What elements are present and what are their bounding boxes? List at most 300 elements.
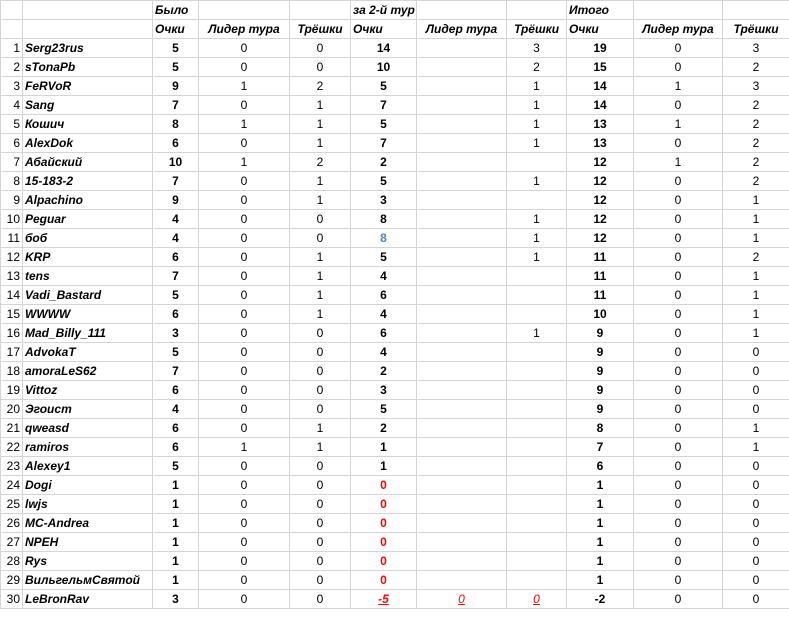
leader-before-cell[interactable]: 0 (199, 552, 290, 571)
points-before-cell[interactable]: 6 (153, 134, 199, 153)
points-before-cell[interactable]: 6 (153, 305, 199, 324)
points-round2-cell[interactable]: 5 (351, 400, 417, 419)
threes-total-cell[interactable]: 2 (723, 172, 789, 191)
leader-round2-cell[interactable] (417, 400, 507, 419)
threes-round2-cell[interactable] (507, 457, 567, 476)
points-total-cell[interactable]: 12 (567, 229, 634, 248)
player-name-cell[interactable]: Vadi_Bastard (23, 286, 153, 305)
points-total-cell[interactable]: 9 (567, 381, 634, 400)
points-total-cell[interactable]: 11 (567, 267, 634, 286)
points-before-cell[interactable]: 4 (153, 210, 199, 229)
player-name-cell[interactable]: lwjs (23, 495, 153, 514)
leader-round2-cell[interactable] (417, 134, 507, 153)
threes-total-cell[interactable]: 2 (723, 153, 789, 172)
points-total-cell[interactable]: 1 (567, 495, 634, 514)
player-name-cell[interactable]: AlexDok (23, 134, 153, 153)
leader-total-cell[interactable]: 0 (634, 134, 723, 153)
leader-round2-cell[interactable] (417, 305, 507, 324)
leader-before-cell[interactable]: 0 (199, 210, 290, 229)
points-round2-cell[interactable]: 6 (351, 324, 417, 343)
name-column-header[interactable] (23, 20, 153, 39)
points-before-cell[interactable]: 1 (153, 495, 199, 514)
leader-total-cell[interactable]: 0 (634, 191, 723, 210)
player-name-cell[interactable]: Кошич (23, 115, 153, 134)
points-total-cell[interactable]: 1 (567, 552, 634, 571)
threes-round2-cell[interactable]: 1 (507, 134, 567, 153)
group-header-total[interactable]: Итого (567, 1, 634, 20)
leader-total-cell[interactable]: 0 (634, 172, 723, 191)
leader-round2-cell[interactable] (417, 229, 507, 248)
leader-total-cell[interactable]: 0 (634, 96, 723, 115)
points-total-cell[interactable]: 11 (567, 248, 634, 267)
leader-round2-cell[interactable] (417, 248, 507, 267)
col-header-points-round2[interactable]: Очки (351, 20, 417, 39)
threes-before-cell[interactable]: 0 (290, 514, 351, 533)
threes-before-cell[interactable]: 0 (290, 343, 351, 362)
group-header-before-leader[interactable] (199, 1, 290, 20)
leader-before-cell[interactable]: 0 (199, 343, 290, 362)
threes-round2-cell[interactable] (507, 191, 567, 210)
points-total-cell[interactable]: 9 (567, 324, 634, 343)
player-name-cell[interactable]: Mad_Billy_111 (23, 324, 153, 343)
col-header-points-before[interactable]: Очки (153, 20, 199, 39)
leader-round2-cell[interactable] (417, 343, 507, 362)
leader-total-cell[interactable]: 0 (634, 495, 723, 514)
player-name-cell[interactable]: KRP (23, 248, 153, 267)
leader-round2-cell[interactable] (417, 153, 507, 172)
col-header-leader-total[interactable]: Лидер тура (634, 20, 723, 39)
points-round2-cell[interactable]: 7 (351, 134, 417, 153)
points-round2-cell[interactable]: 0 (351, 571, 417, 590)
points-before-cell[interactable]: 8 (153, 115, 199, 134)
leader-round2-cell[interactable] (417, 39, 507, 58)
threes-round2-cell[interactable]: 2 (507, 58, 567, 77)
leader-round2-cell[interactable] (417, 77, 507, 96)
points-round2-cell[interactable]: 4 (351, 343, 417, 362)
row-number[interactable]: 18 (1, 362, 23, 381)
points-total-cell[interactable]: 10 (567, 305, 634, 324)
points-before-cell[interactable]: 1 (153, 476, 199, 495)
points-round2-cell[interactable]: 1 (351, 438, 417, 457)
leader-round2-cell[interactable] (417, 438, 507, 457)
player-name-cell[interactable]: FeRVoR (23, 77, 153, 96)
points-total-cell[interactable]: 9 (567, 343, 634, 362)
leader-before-cell[interactable]: 0 (199, 39, 290, 58)
leader-total-cell[interactable]: 0 (634, 286, 723, 305)
leader-before-cell[interactable]: 0 (199, 305, 290, 324)
threes-before-cell[interactable]: 0 (290, 39, 351, 58)
row-number[interactable]: 25 (1, 495, 23, 514)
threes-total-cell[interactable]: 0 (723, 552, 789, 571)
threes-round2-cell[interactable] (507, 533, 567, 552)
leader-round2-cell[interactable] (417, 324, 507, 343)
threes-round2-cell[interactable] (507, 438, 567, 457)
points-before-cell[interactable]: 3 (153, 324, 199, 343)
points-round2-cell[interactable]: 8 (351, 229, 417, 248)
points-before-cell[interactable]: 6 (153, 438, 199, 457)
points-round2-cell[interactable]: 5 (351, 248, 417, 267)
player-name-cell[interactable]: Rys (23, 552, 153, 571)
leader-round2-cell[interactable] (417, 571, 507, 590)
threes-total-cell[interactable]: 0 (723, 533, 789, 552)
threes-before-cell[interactable]: 1 (290, 419, 351, 438)
points-total-cell[interactable]: 14 (567, 96, 634, 115)
player-name-cell[interactable]: ramiros (23, 438, 153, 457)
threes-total-cell[interactable]: 0 (723, 457, 789, 476)
threes-before-cell[interactable]: 2 (290, 153, 351, 172)
row-number[interactable]: 30 (1, 590, 23, 609)
player-name-cell[interactable]: Sang (23, 96, 153, 115)
points-round2-cell[interactable]: 4 (351, 305, 417, 324)
leader-round2-cell[interactable] (417, 96, 507, 115)
points-round2-cell[interactable]: -5 (351, 590, 417, 609)
leader-before-cell[interactable]: 0 (199, 476, 290, 495)
points-total-cell[interactable]: 1 (567, 533, 634, 552)
col-header-threes-before[interactable]: Трёшки (290, 20, 351, 39)
row-number[interactable]: 14 (1, 286, 23, 305)
threes-total-cell[interactable]: 0 (723, 381, 789, 400)
points-before-cell[interactable]: 4 (153, 229, 199, 248)
row-number[interactable]: 7 (1, 153, 23, 172)
points-round2-cell[interactable]: 2 (351, 153, 417, 172)
points-before-cell[interactable]: 6 (153, 419, 199, 438)
leader-before-cell[interactable]: 0 (199, 96, 290, 115)
points-round2-cell[interactable]: 7 (351, 96, 417, 115)
threes-round2-cell[interactable]: 1 (507, 77, 567, 96)
leader-total-cell[interactable]: 0 (634, 552, 723, 571)
leader-round2-cell[interactable] (417, 172, 507, 191)
leader-total-cell[interactable]: 0 (634, 324, 723, 343)
group-header-round2[interactable]: за 2-й тур (351, 1, 417, 20)
leader-round2-cell[interactable] (417, 115, 507, 134)
points-round2-cell[interactable]: 5 (351, 77, 417, 96)
threes-before-cell[interactable]: 0 (290, 400, 351, 419)
threes-total-cell[interactable]: 0 (723, 362, 789, 381)
leader-round2-cell[interactable] (417, 286, 507, 305)
threes-round2-cell[interactable] (507, 419, 567, 438)
row-number[interactable]: 13 (1, 267, 23, 286)
threes-round2-cell[interactable]: 1 (507, 324, 567, 343)
threes-before-cell[interactable]: 1 (290, 305, 351, 324)
points-total-cell[interactable]: 1 (567, 571, 634, 590)
points-before-cell[interactable]: 5 (153, 58, 199, 77)
leader-total-cell[interactable]: 0 (634, 400, 723, 419)
points-before-cell[interactable]: 7 (153, 96, 199, 115)
threes-total-cell[interactable]: 1 (723, 267, 789, 286)
threes-total-cell[interactable]: 0 (723, 343, 789, 362)
threes-round2-cell[interactable] (507, 305, 567, 324)
threes-total-cell[interactable]: 2 (723, 115, 789, 134)
points-before-cell[interactable]: 1 (153, 552, 199, 571)
player-name-cell[interactable]: 15-183-2 (23, 172, 153, 191)
leader-before-cell[interactable]: 0 (199, 571, 290, 590)
threes-total-cell[interactable]: 1 (723, 419, 789, 438)
leader-total-cell[interactable]: 0 (634, 267, 723, 286)
points-total-cell[interactable]: 1 (567, 514, 634, 533)
leader-total-cell[interactable]: 0 (634, 362, 723, 381)
row-number[interactable]: 28 (1, 552, 23, 571)
threes-round2-cell[interactable]: 1 (507, 248, 567, 267)
row-number[interactable]: 8 (1, 172, 23, 191)
row-number[interactable]: 24 (1, 476, 23, 495)
points-before-cell[interactable]: 10 (153, 153, 199, 172)
points-total-cell[interactable]: 8 (567, 419, 634, 438)
player-name-cell[interactable]: Alexey1 (23, 457, 153, 476)
points-total-cell[interactable]: 19 (567, 39, 634, 58)
threes-total-cell[interactable]: 2 (723, 96, 789, 115)
leader-total-cell[interactable]: 0 (634, 590, 723, 609)
leader-round2-cell[interactable] (417, 210, 507, 229)
row-number[interactable]: 11 (1, 229, 23, 248)
threes-before-cell[interactable]: 0 (290, 457, 351, 476)
threes-round2-cell[interactable]: 1 (507, 210, 567, 229)
leader-before-cell[interactable]: 0 (199, 419, 290, 438)
points-round2-cell[interactable]: 2 (351, 362, 417, 381)
threes-before-cell[interactable]: 0 (290, 324, 351, 343)
player-name-cell[interactable]: Dogi (23, 476, 153, 495)
threes-before-cell[interactable]: 0 (290, 590, 351, 609)
player-name-cell[interactable]: LeBronRav (23, 590, 153, 609)
threes-before-cell[interactable]: 0 (290, 476, 351, 495)
threes-before-cell[interactable]: 0 (290, 533, 351, 552)
points-before-cell[interactable]: 5 (153, 343, 199, 362)
leader-before-cell[interactable]: 0 (199, 248, 290, 267)
threes-before-cell[interactable]: 1 (290, 191, 351, 210)
group-header-before[interactable]: Было (153, 1, 199, 20)
points-round2-cell[interactable]: 10 (351, 58, 417, 77)
player-name-cell[interactable]: WWWW (23, 305, 153, 324)
col-header-threes-round2[interactable]: Трёшки (507, 20, 567, 39)
leader-before-cell[interactable]: 1 (199, 438, 290, 457)
points-before-cell[interactable]: 5 (153, 39, 199, 58)
row-number[interactable]: 6 (1, 134, 23, 153)
leader-total-cell[interactable]: 0 (634, 571, 723, 590)
points-before-cell[interactable]: 6 (153, 248, 199, 267)
threes-total-cell[interactable]: 0 (723, 514, 789, 533)
points-before-cell[interactable]: 9 (153, 191, 199, 210)
points-round2-cell[interactable]: 0 (351, 552, 417, 571)
row-number[interactable]: 27 (1, 533, 23, 552)
leader-total-cell[interactable]: 0 (634, 305, 723, 324)
threes-before-cell[interactable]: 0 (290, 381, 351, 400)
points-total-cell[interactable]: 12 (567, 172, 634, 191)
threes-before-cell[interactable]: 2 (290, 77, 351, 96)
player-name-cell[interactable]: MC-Andrea (23, 514, 153, 533)
leader-before-cell[interactable]: 0 (199, 590, 290, 609)
threes-total-cell[interactable]: 1 (723, 438, 789, 457)
points-total-cell[interactable]: 1 (567, 476, 634, 495)
threes-before-cell[interactable]: 0 (290, 362, 351, 381)
leader-total-cell[interactable]: 0 (634, 229, 723, 248)
points-total-cell[interactable]: 9 (567, 362, 634, 381)
points-round2-cell[interactable]: 0 (351, 533, 417, 552)
points-before-cell[interactable]: 1 (153, 533, 199, 552)
points-round2-cell[interactable]: 5 (351, 115, 417, 134)
player-name-cell[interactable]: Эгоист (23, 400, 153, 419)
leader-total-cell[interactable]: 0 (634, 39, 723, 58)
leader-round2-cell[interactable] (417, 58, 507, 77)
player-name-cell[interactable]: Serg23rus (23, 39, 153, 58)
points-total-cell[interactable]: 9 (567, 400, 634, 419)
player-name-cell[interactable]: AdvokaT (23, 343, 153, 362)
leader-before-cell[interactable]: 0 (199, 267, 290, 286)
points-round2-cell[interactable]: 4 (351, 267, 417, 286)
threes-before-cell[interactable]: 1 (290, 248, 351, 267)
row-number[interactable]: 23 (1, 457, 23, 476)
points-round2-cell[interactable]: 1 (351, 457, 417, 476)
points-before-cell[interactable]: 9 (153, 77, 199, 96)
player-name-cell[interactable]: Alpachino (23, 191, 153, 210)
player-name-cell[interactable]: боб (23, 229, 153, 248)
threes-total-cell[interactable]: 2 (723, 248, 789, 267)
player-name-cell[interactable]: Peguar (23, 210, 153, 229)
points-round2-cell[interactable]: 0 (351, 476, 417, 495)
points-before-cell[interactable]: 6 (153, 381, 199, 400)
points-total-cell[interactable]: 12 (567, 191, 634, 210)
leader-before-cell[interactable]: 1 (199, 115, 290, 134)
leader-before-cell[interactable]: 0 (199, 457, 290, 476)
threes-round2-cell[interactable] (507, 514, 567, 533)
leader-before-cell[interactable]: 1 (199, 77, 290, 96)
row-number[interactable]: 19 (1, 381, 23, 400)
threes-total-cell[interactable]: 1 (723, 324, 789, 343)
points-total-cell[interactable]: 12 (567, 210, 634, 229)
leader-round2-cell[interactable] (417, 191, 507, 210)
threes-round2-cell[interactable]: 1 (507, 172, 567, 191)
threes-round2-cell[interactable] (507, 381, 567, 400)
row-number[interactable]: 1 (1, 39, 23, 58)
threes-before-cell[interactable]: 0 (290, 495, 351, 514)
threes-total-cell[interactable]: 1 (723, 191, 789, 210)
points-round2-cell[interactable]: 8 (351, 210, 417, 229)
points-before-cell[interactable]: 1 (153, 514, 199, 533)
points-before-cell[interactable]: 5 (153, 457, 199, 476)
leader-before-cell[interactable]: 0 (199, 400, 290, 419)
leader-before-cell[interactable]: 0 (199, 381, 290, 400)
points-before-cell[interactable]: 7 (153, 362, 199, 381)
threes-total-cell[interactable]: 1 (723, 286, 789, 305)
threes-round2-cell[interactable] (507, 267, 567, 286)
points-round2-cell[interactable]: 5 (351, 172, 417, 191)
leader-round2-cell[interactable] (417, 476, 507, 495)
leader-total-cell[interactable]: 0 (634, 438, 723, 457)
leader-before-cell[interactable]: 0 (199, 324, 290, 343)
row-number[interactable]: 29 (1, 571, 23, 590)
row-number[interactable]: 26 (1, 514, 23, 533)
threes-round2-cell[interactable] (507, 571, 567, 590)
points-total-cell[interactable]: 12 (567, 153, 634, 172)
points-total-cell[interactable]: 11 (567, 286, 634, 305)
row-number[interactable]: 21 (1, 419, 23, 438)
group-header-total-threes[interactable] (723, 1, 789, 20)
leader-before-cell[interactable]: 0 (199, 362, 290, 381)
leader-round2-cell[interactable] (417, 381, 507, 400)
threes-round2-cell[interactable] (507, 362, 567, 381)
leader-before-cell[interactable]: 0 (199, 172, 290, 191)
row-number[interactable]: 5 (1, 115, 23, 134)
threes-total-cell[interactable]: 0 (723, 476, 789, 495)
row-number[interactable]: 22 (1, 438, 23, 457)
row-number[interactable]: 20 (1, 400, 23, 419)
group-header-round2-leader[interactable] (417, 1, 507, 20)
threes-round2-cell[interactable]: 1 (507, 115, 567, 134)
threes-round2-cell[interactable] (507, 153, 567, 172)
leader-total-cell[interactable]: 0 (634, 210, 723, 229)
points-total-cell[interactable]: 7 (567, 438, 634, 457)
row-number[interactable]: 3 (1, 77, 23, 96)
points-total-cell[interactable]: 15 (567, 58, 634, 77)
points-before-cell[interactable]: 7 (153, 172, 199, 191)
leader-total-cell[interactable]: 1 (634, 115, 723, 134)
threes-total-cell[interactable]: 2 (723, 134, 789, 153)
col-header-leader-round2[interactable]: Лидер тура (417, 20, 507, 39)
row-number[interactable]: 10 (1, 210, 23, 229)
leader-before-cell[interactable]: 0 (199, 134, 290, 153)
leader-before-cell[interactable]: 0 (199, 514, 290, 533)
leader-round2-cell[interactable] (417, 514, 507, 533)
leader-round2-cell[interactable]: 0 (417, 590, 507, 609)
leader-round2-cell[interactable] (417, 457, 507, 476)
row-number[interactable]: 12 (1, 248, 23, 267)
threes-round2-cell[interactable] (507, 286, 567, 305)
threes-total-cell[interactable]: 2 (723, 58, 789, 77)
row-number[interactable]: 17 (1, 343, 23, 362)
threes-before-cell[interactable]: 0 (290, 210, 351, 229)
col-header-leader-before[interactable]: Лидер тура (199, 20, 290, 39)
threes-round2-cell[interactable] (507, 343, 567, 362)
leader-total-cell[interactable]: 0 (634, 533, 723, 552)
threes-total-cell[interactable]: 3 (723, 39, 789, 58)
leader-total-cell[interactable]: 0 (634, 343, 723, 362)
points-round2-cell[interactable]: 6 (351, 286, 417, 305)
points-total-cell[interactable]: -2 (567, 590, 634, 609)
group-header-total-leader[interactable] (634, 1, 723, 20)
leader-round2-cell[interactable] (417, 267, 507, 286)
points-before-cell[interactable]: 5 (153, 286, 199, 305)
points-total-cell[interactable]: 13 (567, 134, 634, 153)
threes-before-cell[interactable]: 1 (290, 438, 351, 457)
threes-before-cell[interactable]: 1 (290, 267, 351, 286)
threes-round2-cell[interactable]: 0 (507, 590, 567, 609)
leader-total-cell[interactable]: 0 (634, 58, 723, 77)
points-before-cell[interactable]: 4 (153, 400, 199, 419)
threes-before-cell[interactable]: 1 (290, 172, 351, 191)
threes-round2-cell[interactable]: 1 (507, 229, 567, 248)
player-name-cell[interactable]: amoraLeS62 (23, 362, 153, 381)
leader-total-cell[interactable]: 0 (634, 457, 723, 476)
leader-before-cell[interactable]: 0 (199, 191, 290, 210)
leader-before-cell[interactable]: 0 (199, 58, 290, 77)
threes-round2-cell[interactable] (507, 400, 567, 419)
row-number-header[interactable] (1, 20, 23, 39)
player-name-cell[interactable]: NPEH (23, 533, 153, 552)
row-number[interactable]: 4 (1, 96, 23, 115)
player-name-cell[interactable]: qweasd (23, 419, 153, 438)
player-name-cell[interactable]: Vittoz (23, 381, 153, 400)
points-before-cell[interactable]: 3 (153, 590, 199, 609)
threes-total-cell[interactable]: 1 (723, 229, 789, 248)
leader-total-cell[interactable]: 0 (634, 248, 723, 267)
threes-before-cell[interactable]: 1 (290, 115, 351, 134)
leader-round2-cell[interactable] (417, 495, 507, 514)
row-number[interactable]: 16 (1, 324, 23, 343)
threes-before-cell[interactable]: 0 (290, 229, 351, 248)
row-number[interactable]: 9 (1, 191, 23, 210)
threes-total-cell[interactable]: 0 (723, 495, 789, 514)
threes-total-cell[interactable]: 3 (723, 77, 789, 96)
points-total-cell[interactable]: 13 (567, 115, 634, 134)
points-round2-cell[interactable]: 0 (351, 495, 417, 514)
